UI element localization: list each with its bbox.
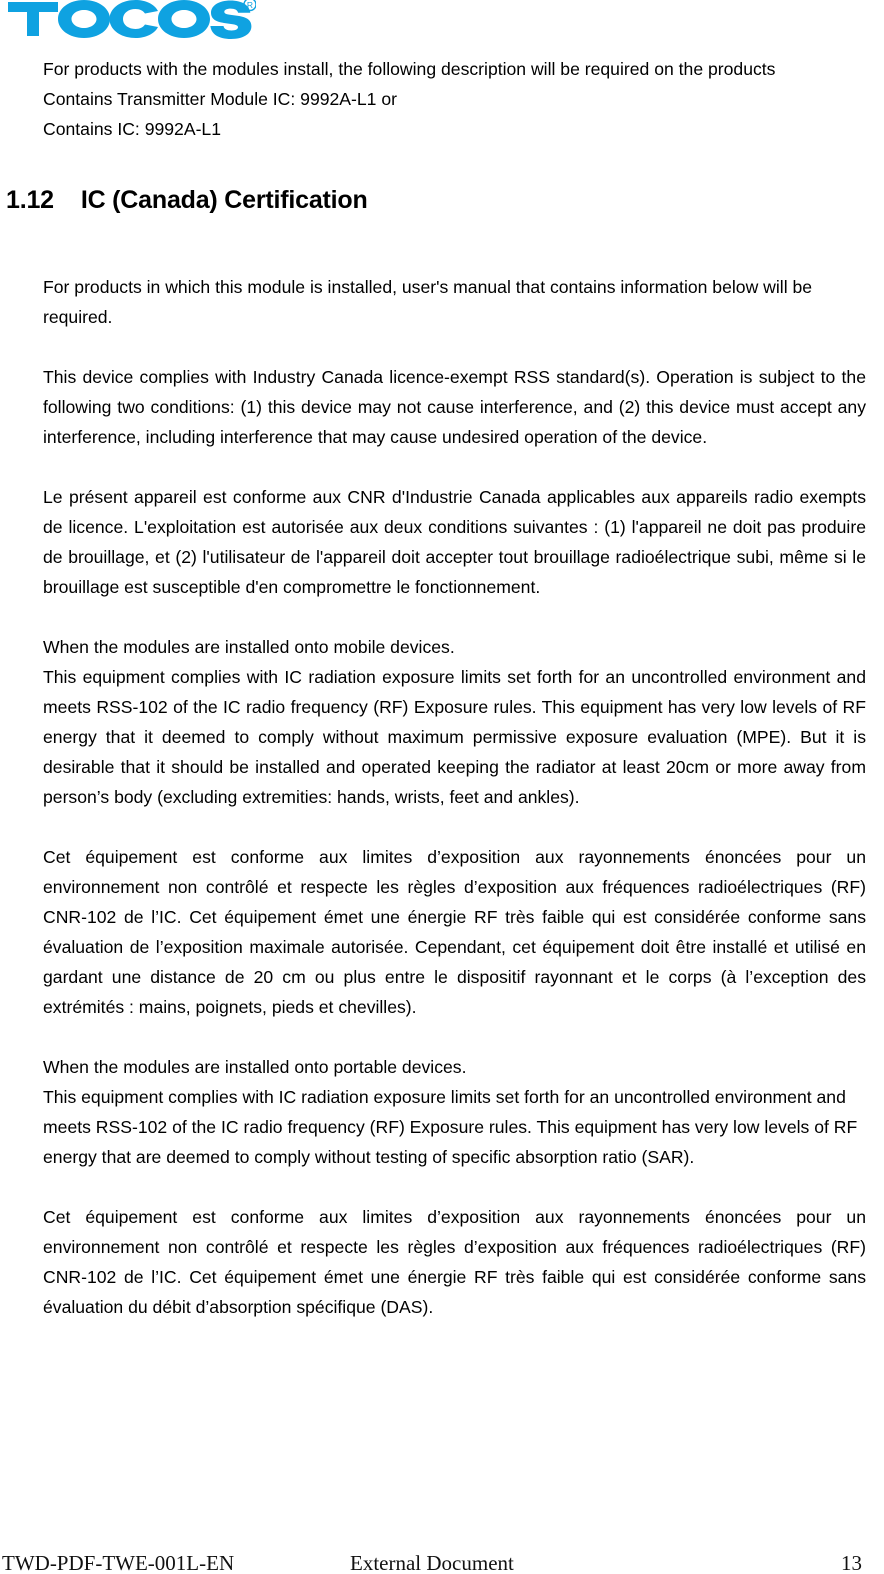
paragraph-mobile-french: Cet équipement est conforme aux limites d’exposition aux rayonnements énoncées pour un environnement non contrôlé et respecte les règles d’exposition aux fréquences radioélectriques (RF) CNR-102 de l’IC. Cet équipement émet une énergie RF très faible qui est considérée conforme sans évaluation de l’exposition maximale autorisée. Cependant, cet équipement doit être installé et utilisé en gardant une distance de 20 cm ou plus entre le dispositif rayonnant et le corps (à l’exception des extrémités : mains, poignets, pieds et chevilles). [43,847,866,1017]
paragraph-mobile-english: This equipment complies with IC radiation exposure limits set forth for an uncontrolled environment and meets RSS-102 of the IC radio frequency (RF) Exposure rules. This equipment has very low levels of RF energy that it deemed to comply without maximum permissive exposure evaluation (MPE). But it is desirable that it should be installed and operated keeping the radiator at least 20cm or more away from person’s body (excluding extremities: hands, wrists, feet and ankles). [43,667,866,807]
intro-line-1: For products with the modules install, the following description will be required on the products [43,59,776,79]
paragraph-spacer [43,332,866,362]
paragraph-spacer [43,452,866,482]
body-content [43,272,866,1322]
paragraph-rss-french: Le présent appareil est conforme aux CNR d'Industrie Canada applicables aux appareils radio exempts de licence. L'exploitation est autorisée aux deux conditions suivantes : (1) l'appareil ne doit pas produire de brouillage, et (2) l'utilisateur de l'appareil doit accepter tout brouillage radioélectrique subi, même si le brouillage est susceptible d'en compromettre le fonctionnement. [43,487,866,597]
tocos-logo [6,0,256,42]
tocos-logo-icon [6,0,256,42]
section-heading: 1.12 IC (Canada) Certification [6,186,368,214]
page-footer [0,1534,884,1574]
paragraph-spacer [43,1022,866,1052]
footer-document-type: External Document [350,1551,514,1574]
paragraph-manual-requirement: For products in which this module is installed, user's manual that contains information below will be required. [43,277,813,327]
paragraph-spacer [43,602,866,632]
footer-page-number: 13 [841,1551,862,1574]
intro-line-2: Contains Transmitter Module IC: 9992A-L1 or [43,89,397,109]
subheading-mobile-devices: When the modules are installed onto mobile devices. [43,637,455,657]
intro-block [43,54,866,144]
paragraph-portable-english: This equipment complies with IC radiation exposure limits set forth for an uncontrolled environment and meets RSS-102 of the IC radio frequency (RF) Exposure rules. This equipment has very low levels of RF energy that are deemed to comply without testing of specific absorption ratio (SAR). [43,1087,858,1167]
paragraph-rss-english: This device complies with Industry Canada licence-exempt RSS standard(s). Operation is subject to the following two conditions: (1) this device may not cause interference, and (2) this device must accept any interference, including interference that may cause undesired operation of the device. [43,367,866,447]
paragraph-spacer [43,812,866,842]
footer-document-id: TWD-PDF-TWE-001L-EN [2,1551,235,1574]
subheading-portable-devices: When the modules are installed onto portable devices. [43,1057,467,1077]
intro-line-3: Contains IC: 9992A-L1 [43,119,221,139]
paragraph-portable-french: Cet équipement est conforme aux limites d’exposition aux rayonnements énoncées pour un environnement non contrôlé et respecte les règles d’exposition aux fréquences radioélectriques (RF) CNR-102 de l’IC. Cet équipement émet une énergie RF très faible qui est considérée conforme sans évaluation du débit d’absorption spécifique (DAS). [43,1207,866,1317]
paragraph-spacer [43,1172,866,1202]
svg-text:R: R [246,0,254,10]
